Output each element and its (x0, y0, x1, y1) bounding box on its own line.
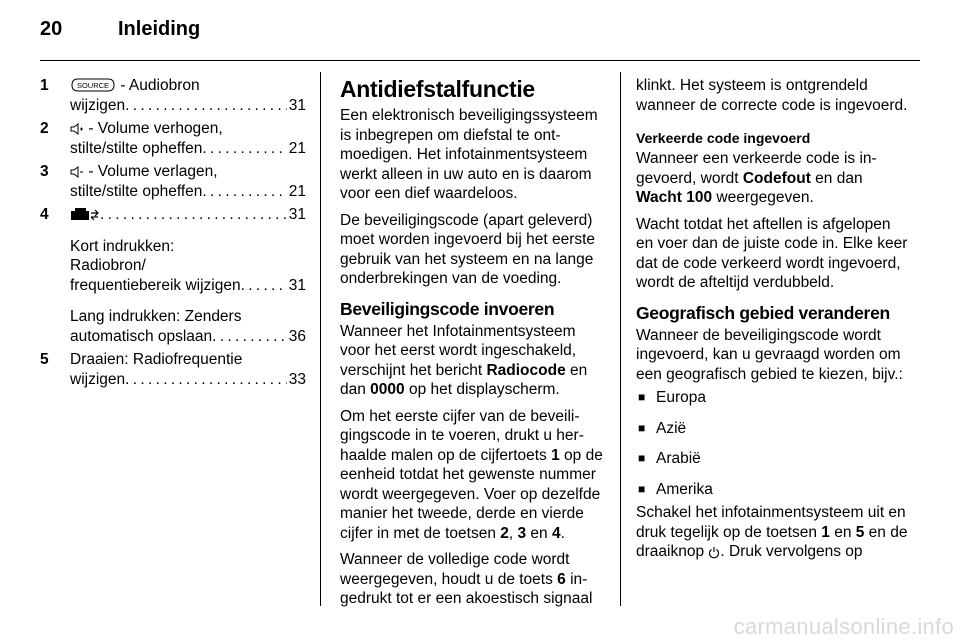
header-rule (40, 60, 920, 61)
toc-entry (70, 327, 306, 347)
page-ref: 36 (288, 327, 306, 345)
item-number: 3 (40, 163, 49, 180)
paragraph: Een elektronisch beveiligingssysteem is inbegrepen om diefstal te ontmoedigen. Het infotainmentsysteem werkt alleen in uw auto en is daarom voor een dief waardeloos. (340, 107, 598, 202)
controls-list (40, 76, 306, 389)
page-ref: 21 (288, 139, 306, 157)
watermark: carmanualsonline.info (733, 614, 954, 639)
list-item (40, 237, 306, 296)
paragraph: Wanneer het Infotainmentsysteem voor het eerst wordt ingeschakeld, verschijnt het bericht Radiocode en dan 0000 op het displayscherm. (340, 322, 588, 398)
paragraph: Wanneer de beveiligingscode wordt ingevoerd, kan u gevraagd worden om een geografisch gebied te kiezen, bijv.: (636, 326, 903, 383)
page-ref: 31 (288, 206, 306, 223)
key-label: 1 (821, 523, 830, 541)
list-item: ■ Azië (636, 419, 908, 439)
list-item (40, 76, 306, 115)
page-ref: 33 (288, 370, 306, 388)
list-item (40, 307, 306, 346)
item-number: 4 (40, 206, 49, 223)
key-label: 6 (557, 570, 566, 588)
toc-entry (70, 205, 306, 225)
item-number: 2 (40, 120, 49, 137)
column-divider-2 (620, 72, 621, 606)
item-text: frequentiebereik wijzigen (70, 276, 241, 294)
subsection-heading: Beveiligingscode invoeren (340, 298, 555, 319)
volume-up-icon (70, 122, 84, 136)
toc-entry (70, 276, 306, 296)
item-text: automatisch opslaan (70, 327, 213, 345)
list-item (40, 350, 306, 389)
page-ref: 31 (288, 96, 306, 114)
section-wrong-code (636, 76, 908, 569)
paragraph: Wanneer de volledige code wordt weergegeven, houdt u de toets 6 ingedrukt tot er een akoestisch signaal (340, 551, 593, 607)
page-title: Inleiding (118, 18, 201, 40)
key-label: 2 (500, 524, 509, 542)
key-label: 4 (551, 524, 561, 542)
subsection-heading: Geografisch gebied veranderen (636, 302, 890, 323)
item-text: Draaien: Radiofrequentie (70, 351, 243, 368)
source-button-icon (70, 78, 116, 92)
svg-text:SOURCE: SOURCE (76, 81, 110, 90)
toc-entry (70, 182, 306, 202)
item-text: Radiobron/ (70, 257, 146, 274)
section-heading: Antidiefstalfunctie (340, 76, 535, 102)
item-text: Lang indrukken: Zenders (70, 308, 242, 325)
item-text: wijzigen (70, 96, 126, 114)
item-text: - Volume verhogen, (88, 120, 223, 137)
item-text: Kort indrukken: (70, 237, 175, 255)
toc-entry (70, 139, 306, 159)
list-item: ■ Amerika (636, 480, 908, 500)
subsection-heading: Verkeerde code ingevoerd (636, 130, 811, 146)
item-text: wijzigen (70, 370, 126, 388)
display-message: 0000 (370, 381, 405, 398)
volume-down-icon (70, 165, 84, 179)
item-text: - Audiobron (120, 77, 200, 94)
display-message: Wacht 100 (636, 189, 713, 206)
paragraph: Schakel het infotainmentsysteem uit en druk tegelijk op de toetsen 1 en 5 en de draaiknop . Druk vervolgens op (636, 504, 908, 560)
key-label: 5 (855, 523, 865, 541)
list-item (40, 205, 306, 225)
item-text: stilte/stilte opheffen (70, 139, 203, 157)
paragraph: Om het eerste cijfer van de beveiligingscode in te voeren, drukt u herhaalde malen op de cijfertoets 1 op de eenheid totdat het gewenste nummer wordt weergegeven. Voer op dezelfde manier het tweede, derde en vierde cijfer in met de toetsen 2, 3 en 4. (340, 407, 603, 542)
key-label: 1 (551, 446, 560, 464)
list-item: ■ Europa (636, 388, 908, 408)
paragraph: Wacht totdat het aftellen is afgelopen en voer dan de juiste code in. Elke keer dat de code verkeerd wordt ingevoerd, wordt de afteltijd verdubbeld. (636, 215, 908, 291)
paragraph: De beveiligingscode (apart geleverd) moet worden ingevoerd bij het eerste gebruik van het systeem en na lange onderbrekingen van de voeding. (340, 211, 596, 287)
radio-band-icon (70, 208, 100, 222)
key-label: 3 (517, 524, 527, 542)
display-message: Codefout (742, 169, 811, 187)
list-item (40, 119, 306, 158)
item-text: stilte/stilte opheffen (70, 182, 203, 200)
display-message: Radiocode (486, 361, 566, 379)
region-list (636, 388, 908, 499)
page-header (40, 18, 920, 48)
power-knob-icon (708, 546, 720, 559)
page-ref: 31 (288, 276, 306, 294)
item-number: 1 (40, 77, 49, 94)
column-divider-1 (320, 72, 321, 606)
toc-entry (70, 370, 306, 390)
paragraph: Wanneer een verkeerde code is ingevoerd, wordt Codefout en dan Wacht 100 weergegeven. (636, 150, 877, 206)
section-antitheft (340, 76, 604, 616)
item-number: 5 (40, 351, 49, 368)
toc-entry (70, 96, 306, 116)
list-item (40, 162, 306, 201)
list-item: ■ Arabië (636, 449, 908, 469)
page-ref: 21 (288, 182, 306, 200)
item-text: - Volume verlagen, (88, 163, 218, 180)
page-number: 20 (40, 18, 63, 40)
paragraph: klinkt. Het systeem is ontgrendeld wanneer de correcte code is ingevoerd. (636, 77, 908, 114)
